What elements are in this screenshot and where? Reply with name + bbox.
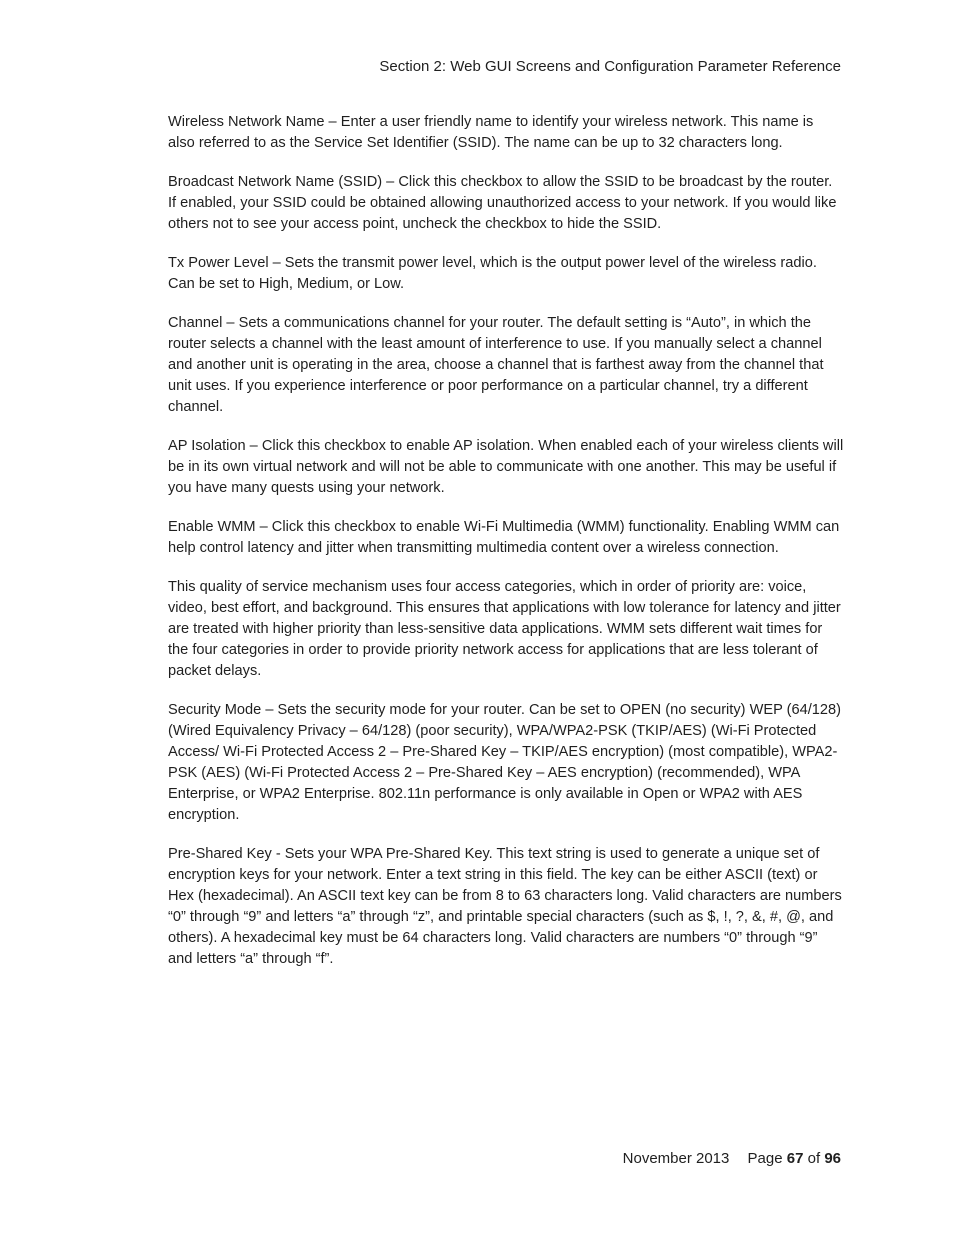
page-header <box>379 56 841 77</box>
document-body <box>168 112 844 988</box>
paragraph-enable-wmm: Enable WMM – Click this checkbox to enable Wi-Fi Multimedia (WMM) functionality. Enabling WMM can help control latency and jitter when transmitting multimedia content over a wireless connection. <box>168 519 840 556</box>
paragraph-wireless-network-name: Wireless Network Name – Enter a user friendly name to identify your wireless network. This name is also referred to as the Service Set Identifier (SSID). The name can be up to 32 characters long. <box>168 114 814 151</box>
paragraph-broadcast-ssid: Broadcast Network Name (SSID) – Click this checkbox to allow the SSID to be broadcast by the router. If enabled, your SSID could be obtained allowing unauthorized access to your network. If you would like others not to see your access point, uncheck the checkbox to hide the SSID. <box>168 174 837 232</box>
paragraph-qos-mechanism: This quality of service mechanism uses four access categories, which in order of priority are: voice, video, best effort, and background. This ensures that applications with low tolerance for latency and jitter are treated with higher priority than less-sensitive data applications. WMM sets different wait times for the four categories in order to provide priority network access for applications that are less tolerant of packet delays. <box>168 579 841 679</box>
paragraph-tx-power-level: Tx Power Level – Sets the transmit power level, which is the output power level of the wireless radio. Can be set to High, Medium, or Low. <box>168 255 817 292</box>
section-title: Section 2: Web GUI Screens and Configuration Parameter Reference <box>379 58 841 75</box>
page-footer <box>623 1148 841 1169</box>
footer-page-total: 96 <box>824 1150 841 1167</box>
footer-page-number: 67 <box>786 1150 804 1167</box>
paragraph-ap-isolation: AP Isolation – Click this checkbox to enable AP isolation. When enabled each of your wireless clients will be in its own virtual network and will not be able to communicate with one another. This may be useful if you have many quests using your network. <box>168 438 844 496</box>
paragraph-pre-shared-key: Pre-Shared Key - Sets your WPA Pre-Shared Key. This text string is used to generate a unique set of encryption keys for your network. Enter a text string in this field. The key can be either ASCII (text) or Hex (hexadecimal). An ASCII text key can be from 8 to 63 characters long. Valid characters are numbers “0” through “9” and letters “a” through “z”, and printable special characters (such as $, !, ?, &, #, @, and others). A hexadecimal key must be 64 characters long. Valid characters are numbers “0” through “9” and letters “a” through “f”. <box>168 846 842 967</box>
paragraph-security-mode: Security Mode – Sets the security mode for your router. Can be set to OPEN (no security) WEP (64/128) (Wired Equivalency Privacy – 64/128) (poor security), WPA/WPA2-PSK (TKIP/AES) (Wi-Fi Protected Access/ Wi-Fi Protected Access 2 – Pre-Shared Key – TKIP/AES encryption) (most compatible), WPA2-PSK (AES) (Wi-Fi Protected Access 2 – Pre-Shared Key – AES encryption) (recommended), WPA Enterprise, or WPA2 Enterprise. 802.11n performance is only available in Open or WPA2 with AES encryption. <box>168 702 841 823</box>
footer-page-word: Page <box>747 1150 783 1167</box>
paragraph-channel: Channel – Sets a communications channel for your router. The default setting is “Auto”, in which the router selects a channel with the least amount of interference to use. If you manually select a channel and another unit is operating in the area, choose a channel that is farthest away from the channel that unit uses. If you experience interference or poor performance on a particular channel, try a different channel. <box>168 315 824 415</box>
footer-of-word: of <box>807 1150 821 1167</box>
footer-date: November 2013 <box>622 1150 730 1167</box>
